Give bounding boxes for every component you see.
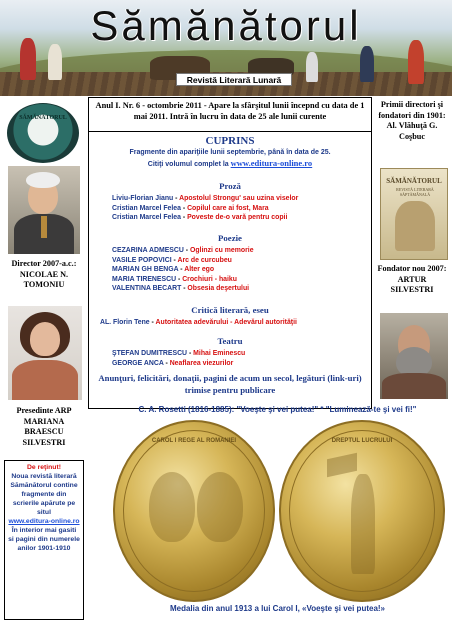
contents-read-line [90,158,370,170]
list-item[interactable]: VALENTINA BECART - Obsesia deşertului [112,285,250,293]
notice-body: Noua revistă literară Sămănătorul contine fragmente din scrierile apărute pe situl [10,473,78,516]
president-face [30,322,60,356]
notice-link[interactable]: www.editura-online.ro [8,518,80,525]
section-critica [90,305,370,328]
section-proza [90,181,370,223]
section-title: Proză [219,181,241,191]
cover-subtitle: REVISTĂ LITERARĂ SĂPTĂMÂNALĂ [396,187,434,197]
medal-portrait [197,472,243,542]
issue-info: Anul I. Nr. 6 - octombrie 2011 - Apare la sfârşitul lunii începnd cu data de 1 mai 2011. Intră în lucru în data de 25 ale lunii curente [95,101,365,121]
masthead-subtitle: Revistă Literară Lunară [176,73,292,86]
director-photo [8,166,80,254]
banner-figure [306,52,318,82]
medal-figure [351,474,375,574]
medal-left-engraving: CAROL I REGE AL ROMANIEI [151,438,237,444]
founders-caption: Primii directori şi fondatori din 1901: Al. Vlăhuţă G. Coşbuc [378,100,446,141]
list-item[interactable]: Cristian Marcel Felea - Copilul care ai fost, Mara [112,204,269,212]
list-item[interactable]: MARIAN GH BENGA - Alter ego [112,266,215,274]
medal-panel [107,418,448,618]
read-prefix: Citiţi volumul complet la [147,161,231,168]
medal-right-engraving: DREPTUL LUCRULUI [331,438,393,444]
director-caption: Director 2007-a.c.: NICOLAE N. TOMONIU [11,259,77,289]
masthead-title: Sămănătorul [90,2,362,49]
list-item[interactable]: Cristian Marcel Felea - Poveste de-o vară pentru copii [112,214,288,222]
president-photo [8,306,82,400]
journal-logo [7,103,79,163]
section-poezie [90,233,370,294]
closing-text: Anunţuri, felicitări, donaţii, pagini de acum un secol, legături (link-uri) trimise pentru publicare [98,373,362,395]
medal-portrait [149,472,195,542]
director-hair [26,172,60,188]
section-title: Teatru [217,336,243,346]
medal-obverse [113,420,275,602]
list-item[interactable]: MARIA TIRENESCU - Crochiuri - haiku [112,275,237,283]
list-item[interactable]: Liviu-Florian Jianu - Apostolul Strongu' sau uzina viselor [112,195,299,202]
logo-text: SĂMĂNĂTORUL [19,115,67,121]
cover-title: SĂMĂNĂTORUL [386,177,442,185]
notice-body-2: În interior mai gasiti si pagini din numerele anilor 1901-1910 [8,527,80,552]
contents-header [90,135,370,170]
founder-jacket [382,373,446,399]
list-item[interactable]: CEZARINA ADMESCU - Oglinzi cu memorie [112,247,254,254]
banner-figure [360,46,374,82]
read-link[interactable]: www.editura-online.ro [230,158,313,168]
contents-title: CUPRINS [205,135,255,147]
notice-box [4,460,84,620]
new-founder-caption: Fondator nou 2007: ARTUR SILVESTRI [377,264,447,294]
cover-illustration [395,201,435,251]
divider [88,131,372,132]
masthead-banner [0,0,452,96]
list-item[interactable]: ŞTEFAN DUMITRESCU - Mihai Eminescu [112,350,246,357]
list-item[interactable]: AL. Florin Tene - Autoritatea adevărului - Adevărul autorităţii [100,319,297,326]
section-title: Critică literară, eseu [191,305,269,315]
medal-bottom-caption: Medalia din anul 1913 a lui Carol I, «Voeşte şi vei putea!» [169,604,386,613]
medal-reverse [279,420,445,602]
cover-image [380,168,448,260]
list-item[interactable]: GEORGE ANCA - Neaflarea viezurilor [112,359,234,367]
contents-subtitle: Fragmente din apariţiile lunii septembrie, până în data de 25. [129,149,331,156]
founder-photo [380,313,448,399]
section-teatru [90,336,370,368]
director-tie [41,216,47,238]
list-item[interactable]: VASILE POPOVICI - Arc de curcubeu [112,256,232,264]
section-title: Poezie [218,233,242,243]
medal-caption: C. A. Rosetti (1816-1885): "Voeşte şi vei putea!" * "Luminează-te şi vei fi!" [138,405,417,414]
president-caption: Presedinte ARP MARIANA BRAESCU SILVESTRI [16,406,72,447]
notice-title: De reţinut! [27,464,61,471]
president-dress [12,360,78,400]
